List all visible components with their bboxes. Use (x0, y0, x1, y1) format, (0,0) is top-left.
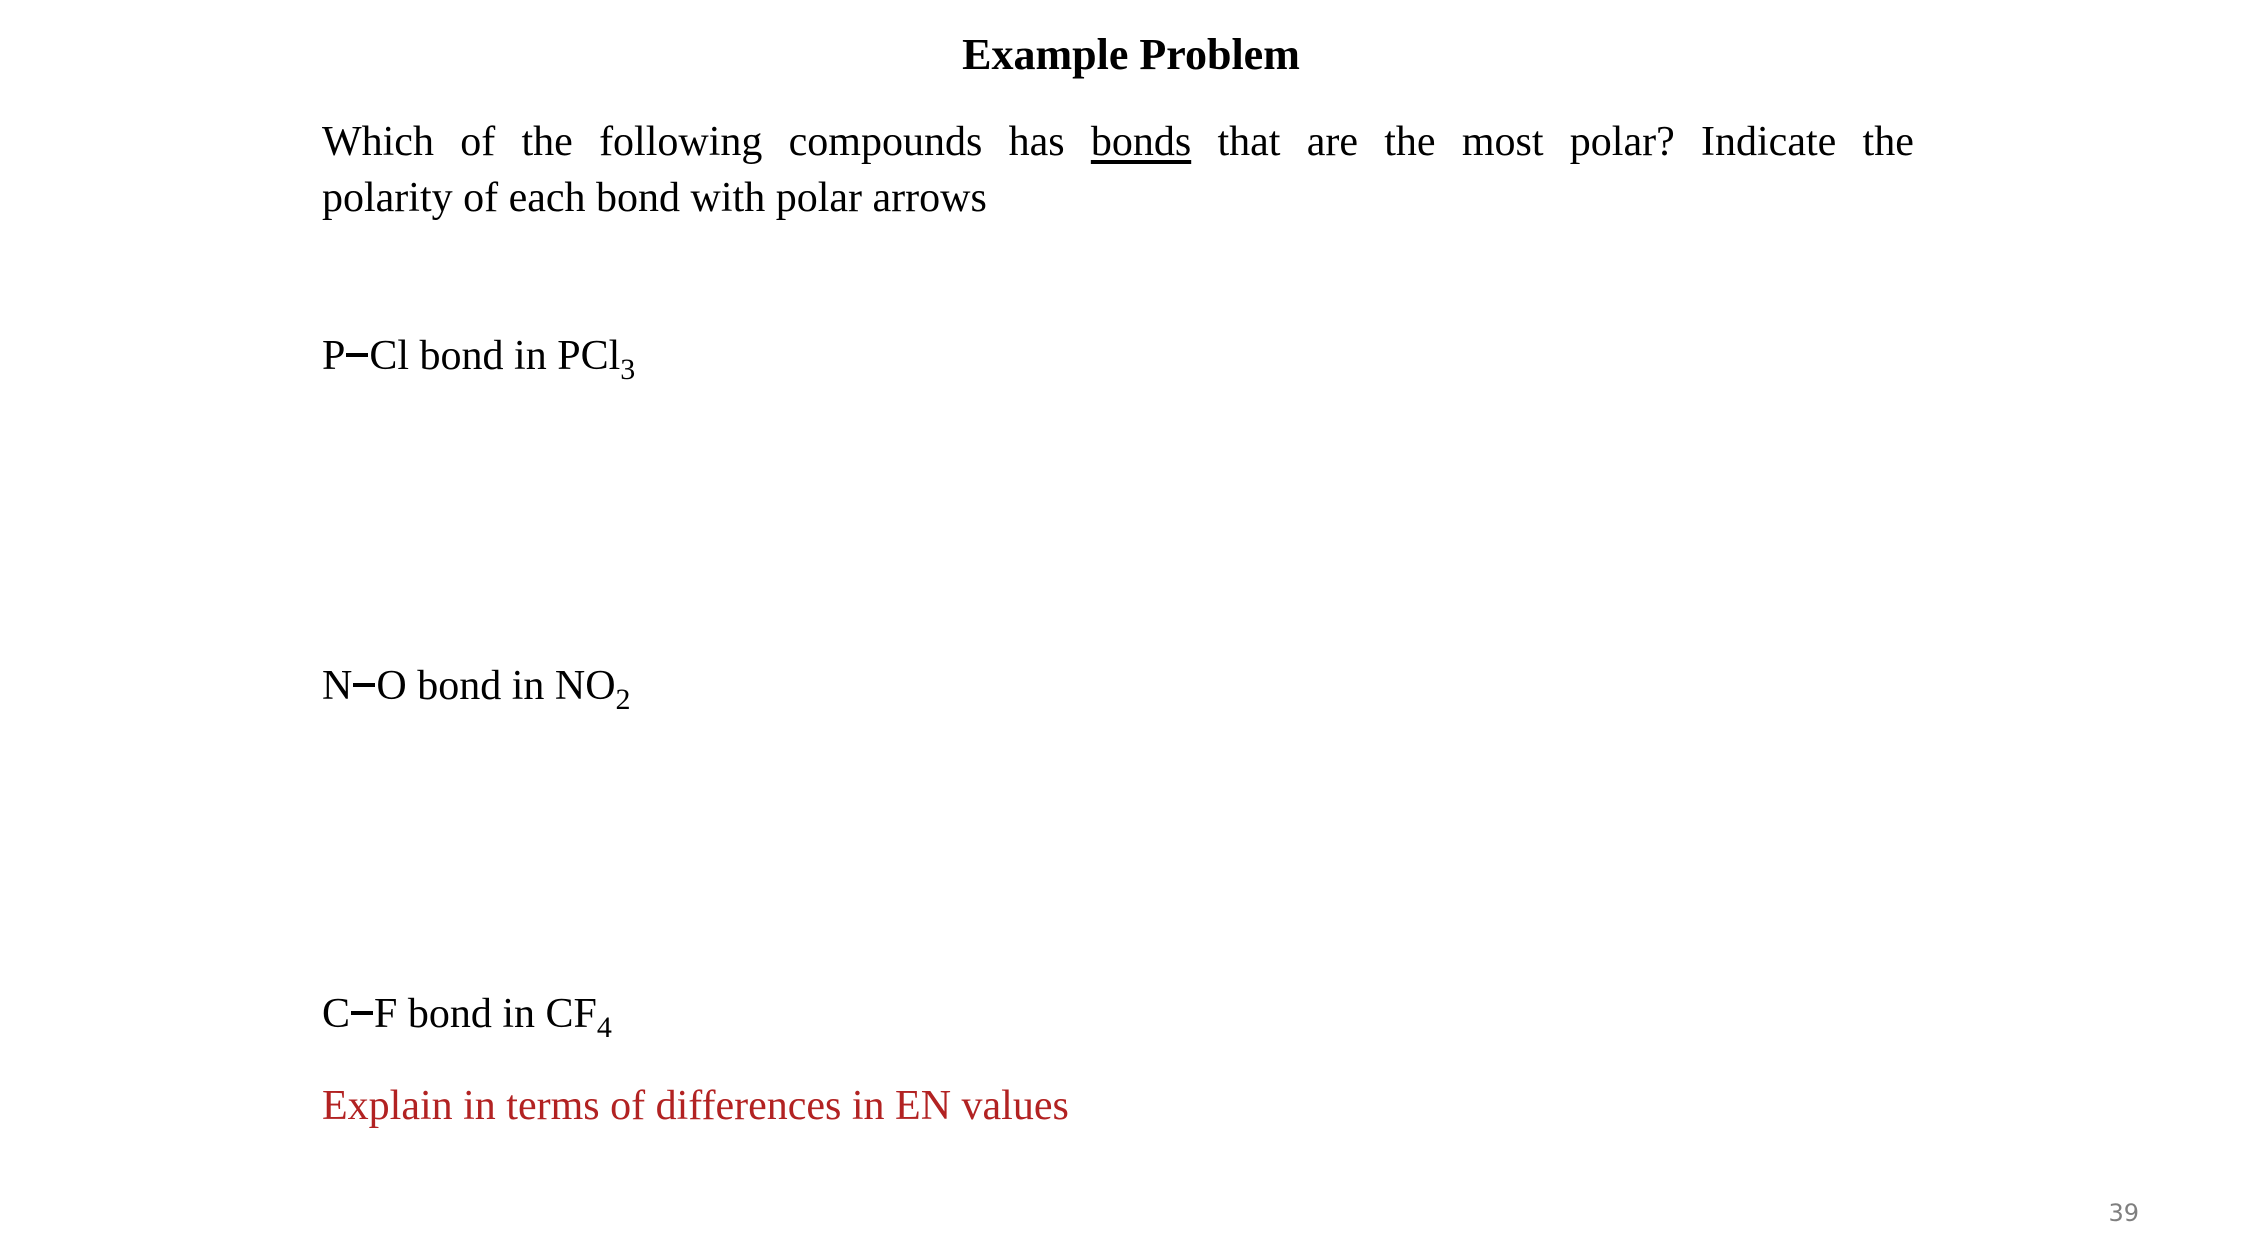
bond-description: bond in PCl (409, 333, 621, 379)
question-text (322, 114, 1914, 226)
question-word: most (1461, 119, 1544, 165)
question-line-1 (322, 114, 1914, 170)
formula-subscript: 4 (596, 1011, 612, 1044)
explain-prompt: Explain in terms of differences in EN values (322, 1083, 1069, 1129)
question-word: that (1217, 119, 1281, 165)
atom-a: P (322, 333, 346, 379)
atom-b: F (374, 991, 398, 1037)
question-word: of (460, 119, 496, 165)
question-word: are (1306, 119, 1358, 165)
bond-dash (351, 1011, 373, 1015)
bond-description: bond in NO (406, 663, 616, 709)
question-word: the (1384, 119, 1436, 165)
atom-a: C (322, 991, 351, 1037)
question-word: the (1862, 119, 1914, 165)
formula-subscript: 2 (615, 683, 631, 716)
bond-description: bond in CF (397, 991, 597, 1037)
question-word: following (599, 119, 763, 165)
atom-a: N (322, 663, 353, 709)
bond-dash (353, 683, 375, 687)
underlined-word-bonds: bonds (1090, 119, 1192, 165)
bond-item-c-f (322, 986, 612, 1042)
bond-item-p-cl (322, 328, 635, 384)
atom-b: Cl (369, 333, 410, 379)
question-word: compounds (788, 119, 983, 165)
slide-title: Example Problem (962, 30, 1300, 79)
atom-b: O (376, 663, 407, 709)
bond-item-n-o (322, 658, 631, 714)
question-word: Which (322, 119, 434, 165)
page-number: 39 (2108, 1199, 2139, 1227)
question-word: the (521, 119, 573, 165)
bond-dash (346, 353, 368, 357)
question-word: Indicate (1701, 119, 1837, 165)
question-line-2: polarity of each bond with polar arrows (322, 175, 987, 221)
question-word: polar? (1569, 119, 1675, 165)
question-word: has (1008, 119, 1065, 165)
formula-subscript: 3 (620, 353, 636, 386)
